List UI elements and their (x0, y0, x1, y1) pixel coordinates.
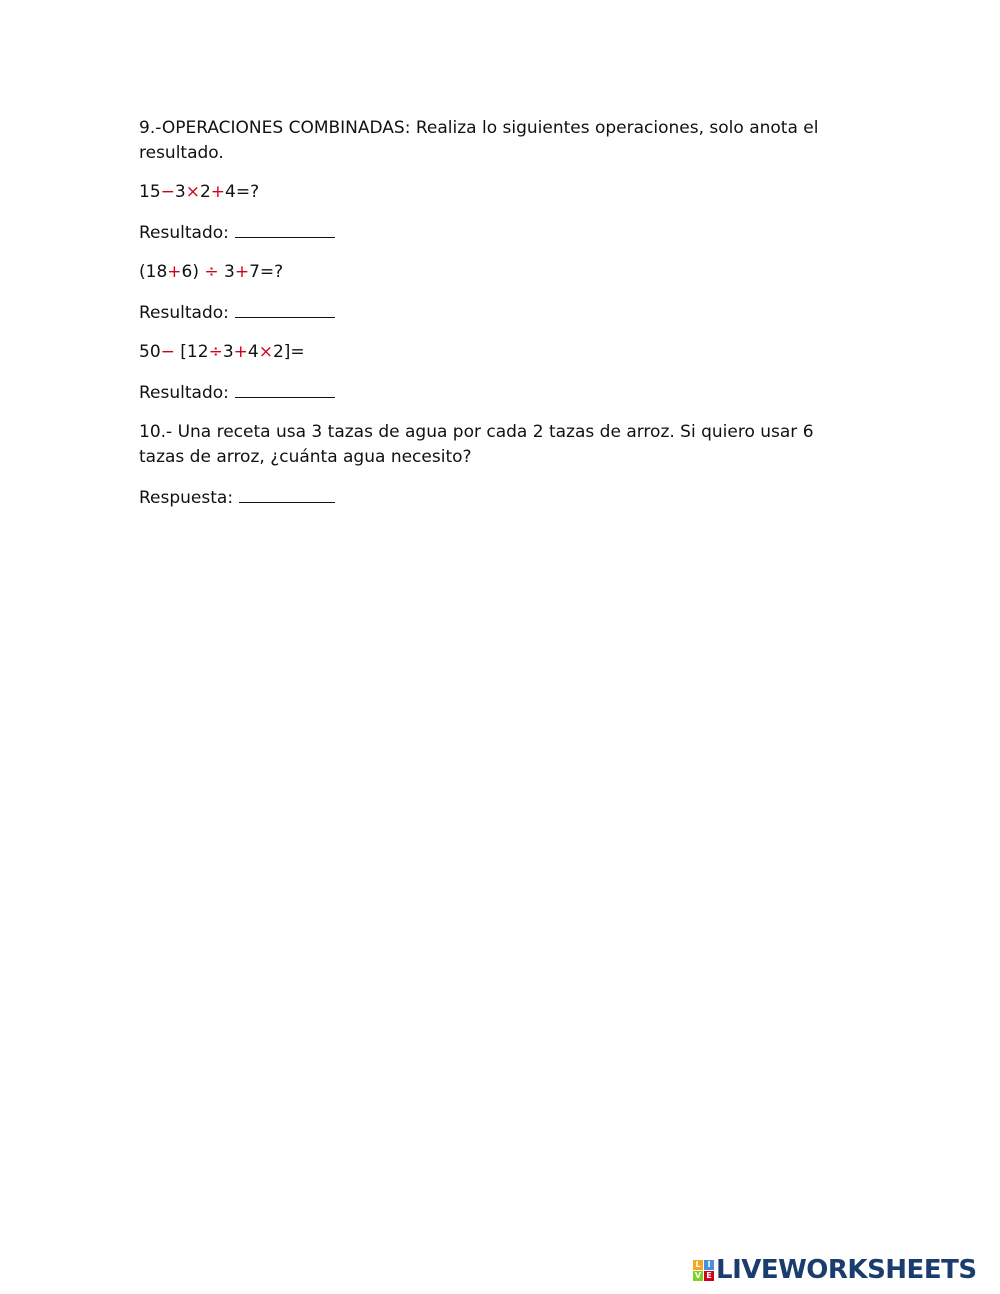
plus-operator: + (167, 262, 182, 282)
result-label: Resultado: (139, 303, 229, 323)
expr2-part-a: (18 (139, 262, 168, 282)
expr1-num-2: 2 (199, 182, 211, 202)
expr2-part-b: 6) (181, 262, 205, 282)
expr1-num-3: 3 (174, 182, 186, 202)
logo-mark-i: I (704, 1260, 714, 1270)
multiply-operator: × (185, 182, 200, 202)
answer-row (139, 484, 859, 511)
result-label: Resultado: (139, 223, 229, 243)
result-input-3[interactable] (235, 379, 335, 398)
expr1-num-15: 15 (139, 182, 161, 202)
minus-operator: − (160, 182, 175, 202)
expr1-tail: 4=? (225, 182, 260, 202)
expression-1 (139, 180, 859, 205)
expression-3 (139, 340, 859, 365)
logo-mark-l: L (693, 1260, 703, 1270)
liveworksheets-logo (693, 1255, 977, 1285)
expression-2 (139, 260, 859, 285)
worksheet-content (139, 116, 859, 525)
expr3-part-b: [12 (174, 342, 209, 362)
answer-input[interactable] (239, 484, 335, 503)
expr3-part-d: 4 (247, 342, 259, 362)
expr2-tail: 7=? (249, 262, 284, 282)
question-10-prompt: 10.- Una receta usa 3 tazas de agua por cada 2 tazas de arroz. Si quiero usar 6 tazas de arroz, ¿cuánta agua necesito? (139, 422, 814, 467)
divide-operator: ÷ (208, 342, 223, 362)
multiply-operator: × (258, 342, 273, 362)
expr3-part-a: 50 (139, 342, 161, 362)
logo-mark-v: V (694, 1270, 702, 1280)
minus-operator: − (160, 342, 175, 362)
plus-operator: + (234, 262, 250, 282)
expr2-part-c: 3 (218, 262, 235, 282)
logo-mark-e: E (704, 1271, 714, 1281)
question-9-prompt: 9.-OPERACIONES COMBINADAS: Realiza lo siguientes operaciones, solo anota el resultado. (139, 118, 819, 163)
result-label: Resultado: (139, 383, 229, 403)
result-row-2 (139, 299, 859, 326)
logo-text: LIVEWORKSHEETS (716, 1255, 977, 1285)
expr3-part-c: 3 (222, 342, 234, 362)
answer-label: Respuesta: (139, 488, 234, 508)
plus-operator: + (233, 342, 248, 362)
logo-mark-icon (693, 1260, 714, 1281)
expr3-tail: 2]= (272, 342, 305, 362)
divide-operator: ÷ (204, 262, 219, 282)
plus-operator: + (210, 182, 226, 202)
result-row-3 (139, 379, 859, 406)
result-input-1[interactable] (235, 219, 335, 238)
result-row-1 (139, 219, 859, 246)
result-input-2[interactable] (235, 299, 335, 318)
